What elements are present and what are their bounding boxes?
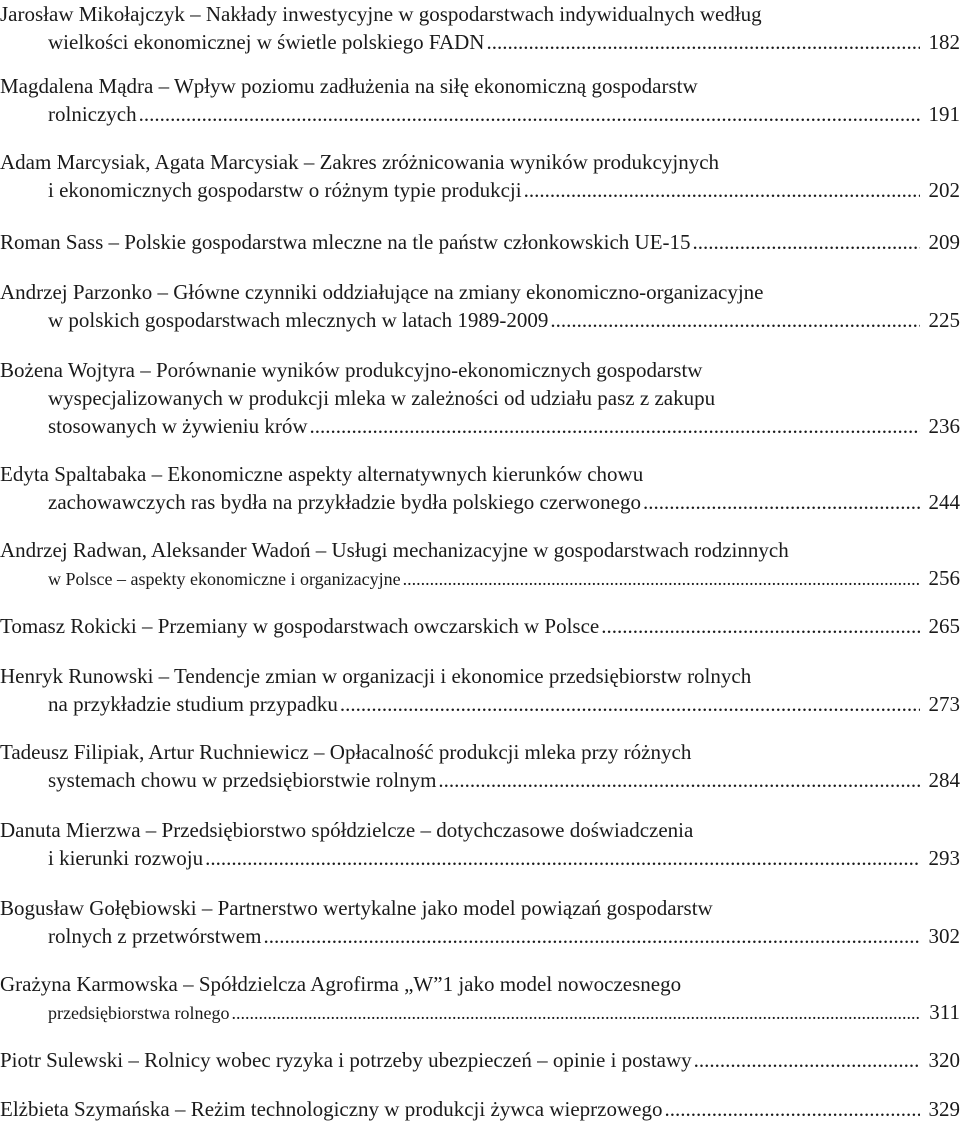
entry-text-line: Andrzej Parzonko – Główne czynniki oddziałujące na zmiany ekonomiczno-organizacyjne — [0, 280, 764, 304]
toc-entry — [0, 148, 960, 204]
entry-text-line: Piotr Sulewski – Rolnicy wobec ryzyka i potrzeby ubezpieczeń – opinie i postawy — [0, 1048, 692, 1072]
entry-text-line: rolniczych — [48, 102, 137, 126]
page-number: 244 — [928, 490, 960, 514]
page-number: 191 — [928, 102, 960, 126]
entry-text-line: Adam Marcysiak, Agata Marcysiak – Zakres zróżnicowania wyników produkcyjnych — [0, 150, 720, 174]
page-number: 225 — [928, 308, 960, 332]
entry-text-line: Danuta Mierzwa – Przedsiębiorstwo spółdzielcze – dotychczasowe doświadczenia — [0, 818, 694, 842]
page-number: 182 — [928, 30, 960, 54]
dot-leader — [438, 766, 920, 794]
entry-text-line: w Polsce – aspekty ekonomiczne i organizacyjne — [48, 569, 401, 589]
page-number: 311 — [929, 1000, 960, 1024]
entry-text-line: na przykładzie studium przypadku — [48, 692, 338, 716]
page-number: 202 — [928, 178, 960, 202]
toc-entry — [0, 1095, 960, 1123]
entry-text-line: Magdalena Mądra – Wpływ poziomu zadłużenia na siłę ekonomiczną gospodarstw — [0, 74, 698, 98]
entry-text-line: przedsiębiorstwa rolnego — [48, 1003, 230, 1023]
entry-text-line: Tomasz Rokicki – Przemiany w gospodarstwach owczarskich w Polsce — [0, 614, 600, 638]
entry-text-line: Henryk Runowski – Tendencje zmian w organizacji i ekonomice przedsiębiorstw rolnych — [0, 664, 752, 688]
dot-leader — [340, 690, 920, 718]
entry-text-line: stosowanych w żywieniu krów — [48, 414, 308, 438]
dot-leader — [310, 412, 920, 440]
toc-entry — [0, 536, 960, 592]
entry-text-line: rolnych z przetwórstwem — [48, 924, 262, 948]
entry-text-line: wielkości ekonomicznej w świetle polskiego FADN — [48, 30, 485, 54]
page-number: 284 — [928, 768, 960, 792]
entry-text-line: Elżbieta Szymańska – Reżim technologiczny w produkcji żywca wieprzowego — [0, 1097, 663, 1121]
toc-entry — [0, 970, 960, 1026]
dot-leader — [694, 1046, 920, 1074]
page-number: 265 — [928, 614, 960, 638]
page-number: 293 — [928, 846, 960, 870]
entry-text-line: Edyta Spaltabaka – Ekonomiczne aspekty alternatywnych kierunków chowu — [0, 462, 644, 486]
entry-text-line: wyspecjalizowanych w produkcji mleka w zależności od udziału pasz z zakupu — [48, 386, 716, 410]
dot-leader — [486, 28, 920, 56]
toc-entry — [0, 738, 960, 794]
toc-entry — [0, 662, 960, 718]
entry-text-line: zachowawczych ras bydła na przykładzie bydła polskiego czerwonego — [48, 490, 641, 514]
entry-text-line: Tadeusz Filipiak, Artur Ruchniewicz – Opłacalność produkcji mleka przy różnych — [0, 740, 692, 764]
entry-text-line: Andrzej Radwan, Aleksander Wadoń – Usługi mechanizacyjne w gospodarstwach rodzinnych — [0, 538, 789, 562]
entry-text-line: w polskich gospodarstwach mlecznych w latach 1989-2009 — [48, 308, 549, 332]
dot-leader — [263, 922, 920, 950]
dot-leader — [550, 306, 920, 334]
entry-text-line: Grażyna Karmowska – Spółdzielcza Agrofirma „W”1 jako model nowoczesnego — [0, 972, 682, 996]
dot-leader — [664, 1095, 920, 1123]
dot-leader — [403, 565, 920, 592]
dot-leader — [693, 228, 920, 256]
page-number: 256 — [928, 566, 960, 590]
entry-text-line: Roman Sass – Polskie gospodarstwa mleczne na tle państw członkowskich UE-15 — [0, 230, 691, 254]
dot-leader — [231, 999, 920, 1026]
entry-text-line: systemach chowu w przedsiębiorstwie rolnym — [48, 768, 437, 792]
toc-entry — [0, 356, 960, 440]
toc-entry — [0, 0, 960, 56]
dot-leader — [524, 176, 920, 204]
toc-entry — [0, 228, 960, 256]
page-number: 302 — [928, 924, 960, 948]
entry-text-line: i ekonomicznych gospodarstw o różnym typie produkcji — [48, 178, 522, 202]
page-number: 329 — [928, 1097, 960, 1121]
page-number: 236 — [928, 414, 960, 438]
entry-text-line: Bożena Wojtyra – Porównanie wyników produkcyjno-ekonomicznych gospodarstw — [0, 358, 703, 382]
page-number: 320 — [928, 1048, 960, 1072]
toc-entry — [0, 894, 960, 950]
entry-text-line: Jarosław Mikołajczyk – Nakłady inwestycyjne w gospodarstwach indywidualnych według — [0, 2, 762, 26]
toc-entry — [0, 612, 960, 640]
dot-leader — [139, 100, 920, 128]
page-number: 209 — [928, 230, 960, 254]
toc-entry — [0, 460, 960, 516]
toc-entry — [0, 72, 960, 128]
toc-entry — [0, 1046, 960, 1074]
entry-text-line: Bogusław Gołębiowski – Partnerstwo wertykalne jako model powiązań gospodarstw — [0, 896, 713, 920]
page-number: 273 — [928, 692, 960, 716]
toc-entry — [0, 816, 960, 872]
toc-entry — [0, 278, 960, 334]
dot-leader — [643, 488, 920, 516]
dot-leader — [601, 612, 920, 640]
entry-text-line: i kierunki rozwoju — [48, 846, 204, 870]
dot-leader — [205, 844, 920, 872]
